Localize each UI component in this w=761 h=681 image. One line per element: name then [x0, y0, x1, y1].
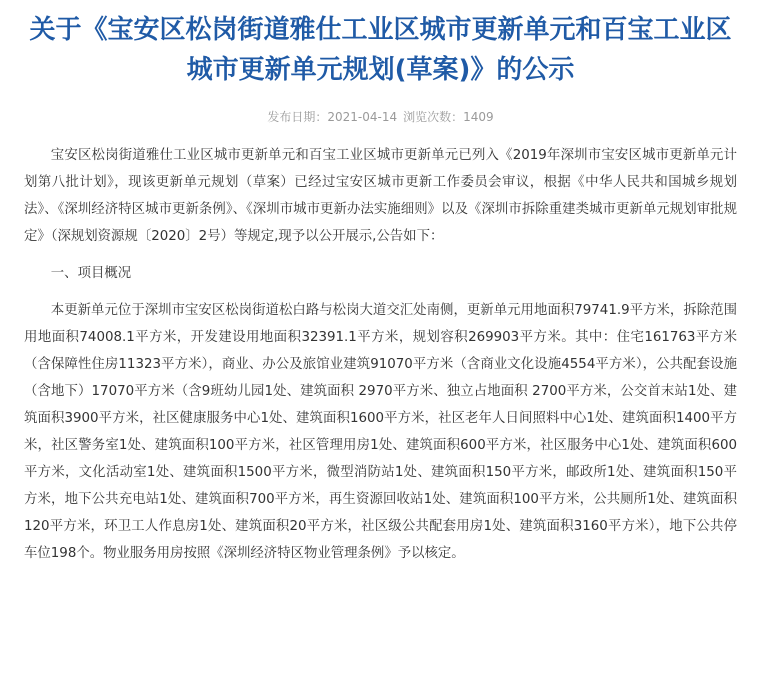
section-heading: 一、项目概况	[50, 266, 132, 281]
article-body	[24, 142, 737, 567]
views-label: 浏览次数：	[403, 110, 464, 124]
article-meta	[24, 108, 737, 126]
page-title: 关于《宝安区松岗街道雅仕工业区城市更新单元和百宝工业区城市更新单元规划(草案)》的公示	[29, 15, 732, 85]
view-count: 1409	[463, 110, 494, 124]
publish-date-label: 发布日期：	[267, 110, 328, 124]
overview-paragraph: 本更新单元位于深圳市宝安区松岗街道松白路与松岗大道交汇处南侧，更新单元用地面积79741.9平方米，拆除范围用地面积74008.1平方米，开发建设用地面积32391.1平方米，规划容积269903平方米。其中：住宅161763平方米（含保障性住房11323平方米），商业、办公及旅馆业建筑91070平方米（含商业文化设施4554平方米），公共配套设施（含地下）17070平方米（含9班幼儿园1处、建筑面积 2970平方米、独立占地面积 2700平方米，公交首末站1处、建筑面积3900平方米，社区健康服务中心1处、建筑面积1600平方米，社区老年人日间照料中心1处、建筑面积1400平方米，社区警务室1处、建筑面积100平方米，社区管理用房1处、建筑面积600平方米，社区服务中心1处、建筑面积600平方米，文化活动室1处、建筑面积1500平方米，微型消防站1处、建筑面积150平方米，邮政所1处、建筑面积150平方米，地下公共充电站1处、建筑面积700平方米，再生资源回收站1处、建筑面积100平方米，公共厕所1处、建筑面积120平方米，环卫工人作息房1处、建筑面积20平方米，社区级公共配套用房1处、建筑面积3160平方米），地下公共停车位198个。物业服务用房按照《深圳经济特区物业管理条例》予以核定。	[24, 303, 737, 561]
intro-paragraph: 宝安区松岗街道雅仕工业区城市更新单元和百宝工业区城市更新单元已列入《2019年深圳市宝安区城市更新单元计划第八批计划》，现该更新单元规划（草案）已经过宝安区城市更新工作委员会审议，根据《中华人民共和国城乡规划法》、《深圳经济特区城市更新条例》、《深圳市城市更新办法实施细则》以及《深圳市拆除重建类城市更新单元规划审批规定》（深规划资源规〔2020〕2号）等规定,现予以公开展示,公告如下：	[24, 148, 737, 244]
publish-date: 2021-04-14	[327, 110, 398, 124]
